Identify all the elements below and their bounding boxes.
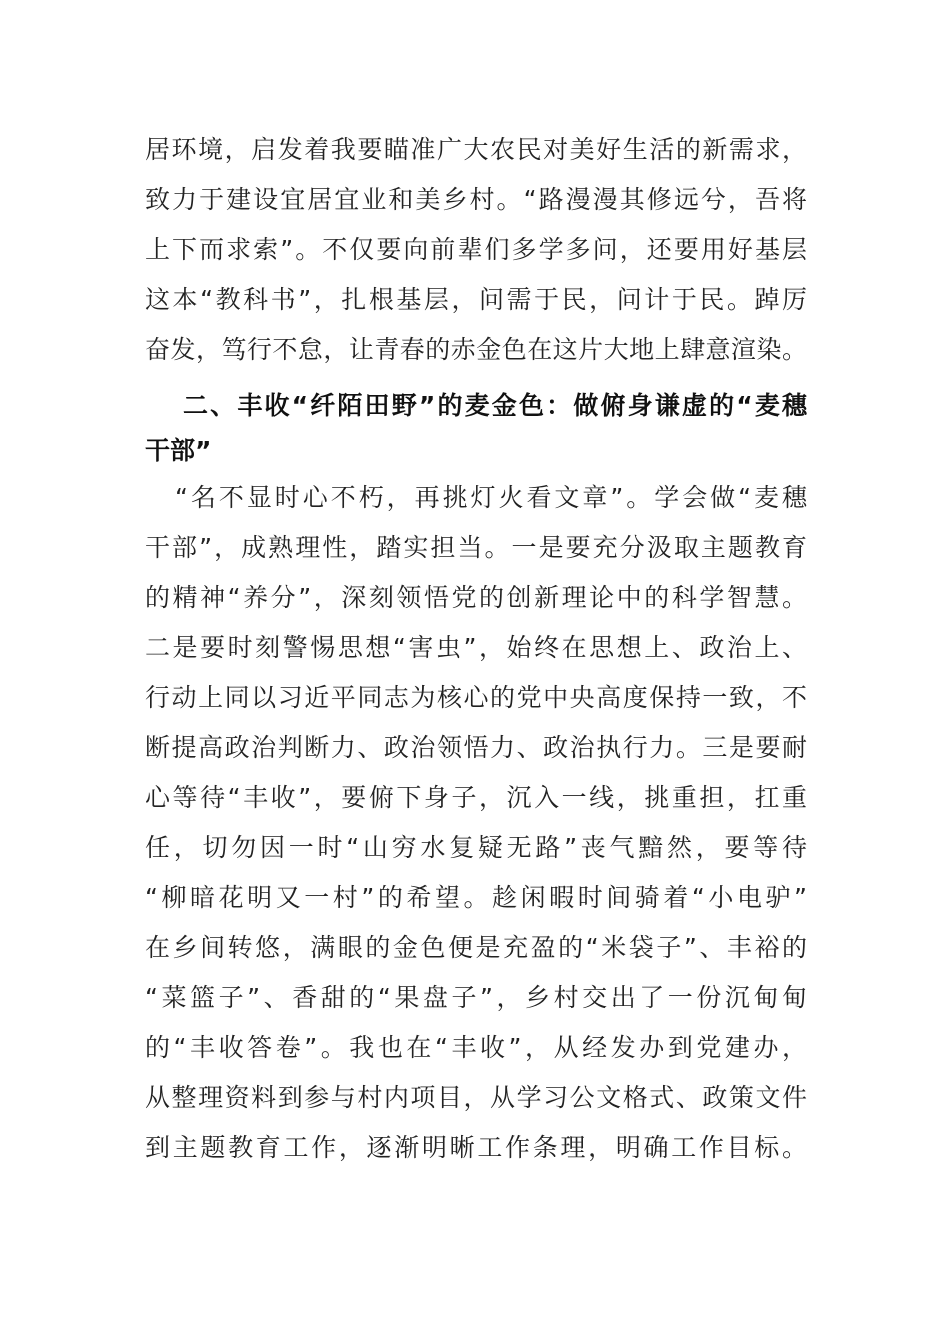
heading-line: 干部” xyxy=(145,436,212,465)
paragraph-1 xyxy=(145,125,807,375)
text-line: “柳暗花明又一村”的希望。趁闲暇时间骑着“小电驴” xyxy=(145,883,807,912)
heading-line: 二、丰收“纤陌田野”的麦金色：做俯身谦虚的“麦穗 xyxy=(183,391,807,420)
text-line: 行动上同以习近平同志为核心的党中央高度保持一致，不 xyxy=(145,683,807,712)
section-heading xyxy=(145,383,807,473)
text-line: 从整理资料到参与村内项目，从学习公文格式、政策文件 xyxy=(145,1083,807,1112)
paragraph-2 xyxy=(145,473,807,1173)
text-line: 二是要时刻警惕思想“害虫”，始终在思想上、政治上、 xyxy=(145,633,807,662)
text-line: 上下而求索”。不仅要向前辈们多学多问，还要用好基层 xyxy=(145,235,807,264)
text-line: 在乡间转悠，满眼的金色便是充盈的“米袋子”、丰裕的 xyxy=(145,933,807,962)
text-line: 到主题教育工作，逐渐明晰工作条理，明确工作目标。 xyxy=(145,1133,807,1162)
text-line: 居环境，启发着我要瞄准广大农民对美好生活的新需求， xyxy=(145,135,807,164)
document-page xyxy=(145,125,807,1173)
text-line: 的“丰收答卷”。我也在“丰收”，从经发办到党建办， xyxy=(145,1033,807,1062)
text-line: 致力于建设宜居宜业和美乡村。“路漫漫其修远兮，吾将 xyxy=(145,185,807,214)
text-line: 这本“教科书”，扎根基层，问需于民，问计于民。踔厉 xyxy=(145,285,807,314)
text-line: 心等待“丰收”，要俯下身子，沉入一线，挑重担，扛重 xyxy=(145,783,807,812)
text-line: 的精神“养分”，深刻领悟党的创新理论中的科学智慧。 xyxy=(145,583,807,612)
text-line: 任，切勿因一时“山穷水复疑无路”丧气黯然，要等待 xyxy=(145,833,807,862)
text-line: 奋发，笃行不怠，让青春的赤金色在这片大地上肆意渲染。 xyxy=(145,335,807,364)
text-line: “名不显时心不朽，再挑灯火看文章”。学会做“麦穗 xyxy=(175,483,807,512)
text-line: “菜篮子”、香甜的“果盘子”，乡村交出了一份沉甸甸 xyxy=(145,983,807,1012)
text-line: 断提高政治判断力、政治领悟力、政治执行力。三是要耐 xyxy=(145,733,807,762)
text-line: 干部”，成熟理性，踏实担当。一是要充分汲取主题教育 xyxy=(145,533,807,562)
